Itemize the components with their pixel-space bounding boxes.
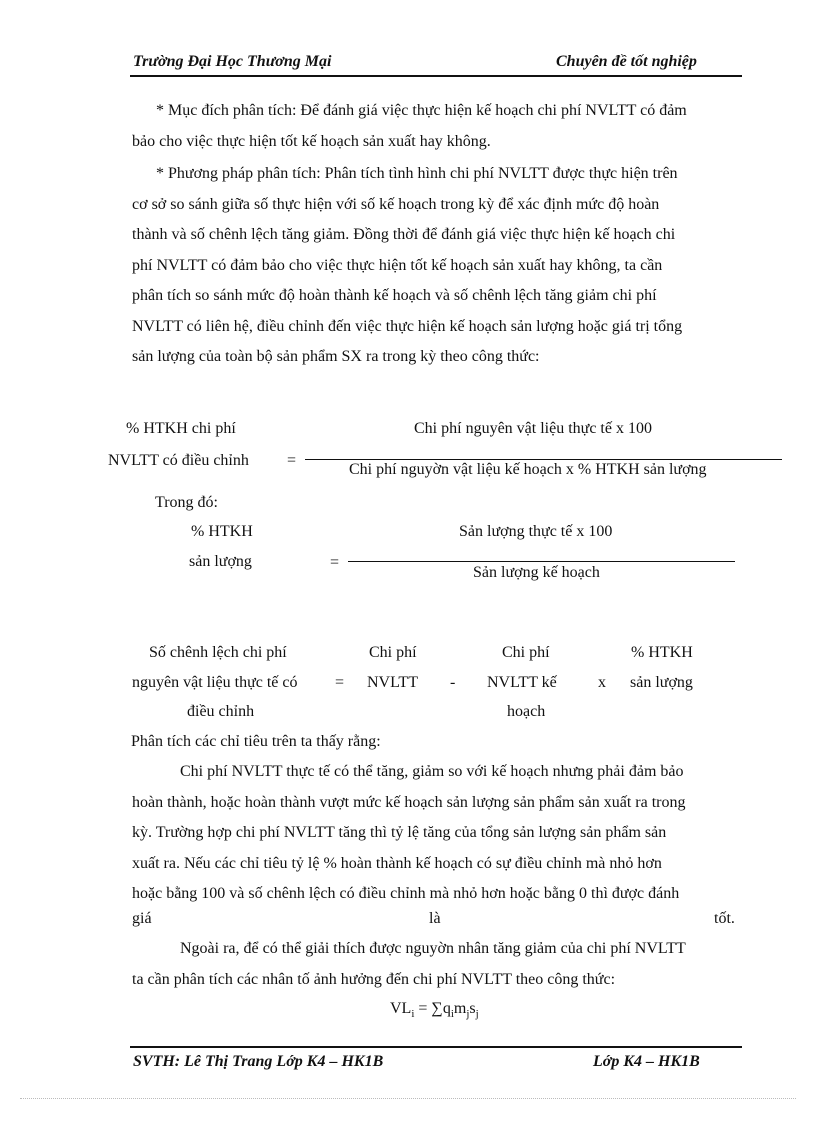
formula4-sum: = ∑q — [414, 1000, 451, 1017]
formula1-equals: = — [287, 452, 297, 469]
factors-paragraph — [132, 934, 742, 995]
method-paragraph — [132, 159, 742, 373]
formula3-col1-line2: nguyên vật liệu thực tế có — [132, 674, 298, 691]
analysis-line: kỳ. Trường hợp chi phí NVLTT tăng thì tỷ lệ tăng của tổng sản lượng sản phẩm sản — [132, 824, 667, 841]
formula2-denominator: Sản lượng kế hoạch — [473, 564, 600, 581]
formula1-lhs-line2: NVLTT có điều chỉnh — [108, 452, 249, 469]
formula3-col4-line1: % HTKH — [631, 644, 693, 661]
formula4-vl: VL — [390, 1000, 412, 1017]
formula3-col3-line1: Chi phí — [502, 644, 550, 661]
formula4-s: s — [469, 1000, 476, 1017]
formula1-lhs-line1: % HTKH chi phí — [126, 420, 236, 437]
formula3-col1-line1: Số chênh lệch chi phí — [149, 644, 287, 661]
factors-line: Ngoài ra, để có thể giải thích được nguyờn nhân tăng giảm của chi phí NVLTT — [180, 940, 686, 957]
header-right: Chuyên đề tốt nghiệp — [556, 53, 697, 70]
formula2-fraction-bar — [348, 561, 735, 562]
formula1-fraction-bar — [305, 459, 782, 460]
formula3-times: x — [598, 674, 606, 691]
footer-right: Lớp K4 – HK1B — [593, 1053, 700, 1070]
formula3-col2-line1: Chi phí — [369, 644, 417, 661]
header-rule — [130, 75, 742, 77]
formula3-minus: - — [450, 674, 456, 691]
formula4-m: m — [453, 1000, 467, 1017]
formula4-s-sub: j — [475, 1008, 479, 1021]
method-line: phân tích so sánh mức độ hoàn thành kế hoạch và số chênh lệch tăng giảm chi phí — [132, 287, 657, 304]
method-line: * Phương pháp phân tích: Phân tích tình hình chi phí NVLTT được thực hiện trên — [156, 165, 678, 182]
formula2-lhs-line1: % HTKH — [191, 523, 253, 540]
formula3-col4-line2: sản lượng — [630, 674, 693, 691]
where-label: Trong đó: — [155, 494, 218, 511]
analysis-last-word-1: giá — [132, 910, 152, 927]
footer-rule — [130, 1046, 742, 1048]
formula1-denominator: Chi phí nguyờn vật liệu kế hoạch x % HTKH sản lượng — [349, 461, 707, 478]
method-line: NVLTT có liên hệ, điều chỉnh đến việc thực hiện kế hoạch sản lượng hoặc giá trị tổng — [132, 317, 683, 335]
formula2-equals: = — [330, 554, 340, 571]
formula4-q-sub: i — [450, 1008, 454, 1021]
formula2-lhs-line2: sản lượng — [189, 553, 252, 570]
analysis-line: Chi phí NVLTT thực tế có thể tăng, giảm so với kế hoạch nhưng phải đảm bảo — [180, 763, 684, 780]
formula4-vl-sub: i — [411, 1008, 415, 1021]
formula-vl — [390, 1000, 479, 1020]
factors-line: ta cần phân tích các nhân tố ảnh hưởng đến chi phí NVLTT theo công thức: — [132, 970, 616, 988]
formula3-equals: = — [335, 674, 345, 691]
formula3-col3-line2: NVLTT kế — [487, 674, 557, 691]
formula3-col1-line3: điều chỉnh — [187, 703, 255, 720]
method-line: phí NVLTT có đảm bảo cho việc thực hiện tốt kế hoạch sản xuất hay không, ta cần — [132, 256, 663, 274]
method-line: sản lượng của toàn bộ sản phẩm SX ra trong kỳ theo công thức: — [132, 348, 540, 365]
method-line: thành và số chênh lệch tăng giảm. Đồng thời để đánh giá việc thực hiện kế hoạch chi — [132, 226, 676, 243]
analysis-line: hoặc bằng 100 và số chênh lệch có điều chỉnh mà nhỏ hơn hoặc bằng 0 thì được đánh — [132, 885, 680, 902]
purpose-paragraph — [132, 96, 742, 157]
analysis-intro: Phân tích các chỉ tiêu trên ta thấy rằng: — [131, 733, 381, 750]
purpose-line: * Mục đích phân tích: Để đánh giá việc thực hiện kế hoạch chi phí NVLTT có đảm — [156, 102, 687, 119]
footer-left: SVTH: Lê Thị Trang Lớp K4 – HK1B — [133, 1053, 384, 1070]
method-line: cơ sở so sánh giữa số thực hiện với số kế hoạch trong kỳ để xác định mức độ hoàn — [132, 195, 660, 213]
analysis-line: hoàn thành, hoặc hoàn thành vượt mức kế hoạch sản lượng sản phẩm sản xuất ra trong — [132, 793, 686, 811]
page-bottom-dotted-border — [20, 1098, 796, 1099]
analysis-paragraph — [132, 757, 742, 910]
analysis-last-word-3: tốt. — [714, 910, 735, 927]
header-left: Trường Đại Học Thương Mại — [133, 53, 332, 70]
formula3-col3-line3: hoạch — [507, 703, 546, 720]
formula1-numerator: Chi phí nguyên vật liệu thực tế x 100 — [414, 420, 652, 437]
formula3-col2-line2: NVLTT — [367, 674, 418, 691]
analysis-last-word-2: là — [429, 910, 441, 927]
formula4-m-sub: j — [466, 1008, 470, 1021]
analysis-line: xuất ra. Nếu các chỉ tiêu tỷ lệ % hoàn thành kế hoạch có sự điều chỉnh mà nhỏ hơn — [132, 854, 662, 872]
formula2-numerator: Sản lượng thực tế x 100 — [459, 523, 613, 540]
purpose-line: bảo cho việc thực hiện tốt kế hoạch sản xuất hay không. — [132, 132, 491, 150]
